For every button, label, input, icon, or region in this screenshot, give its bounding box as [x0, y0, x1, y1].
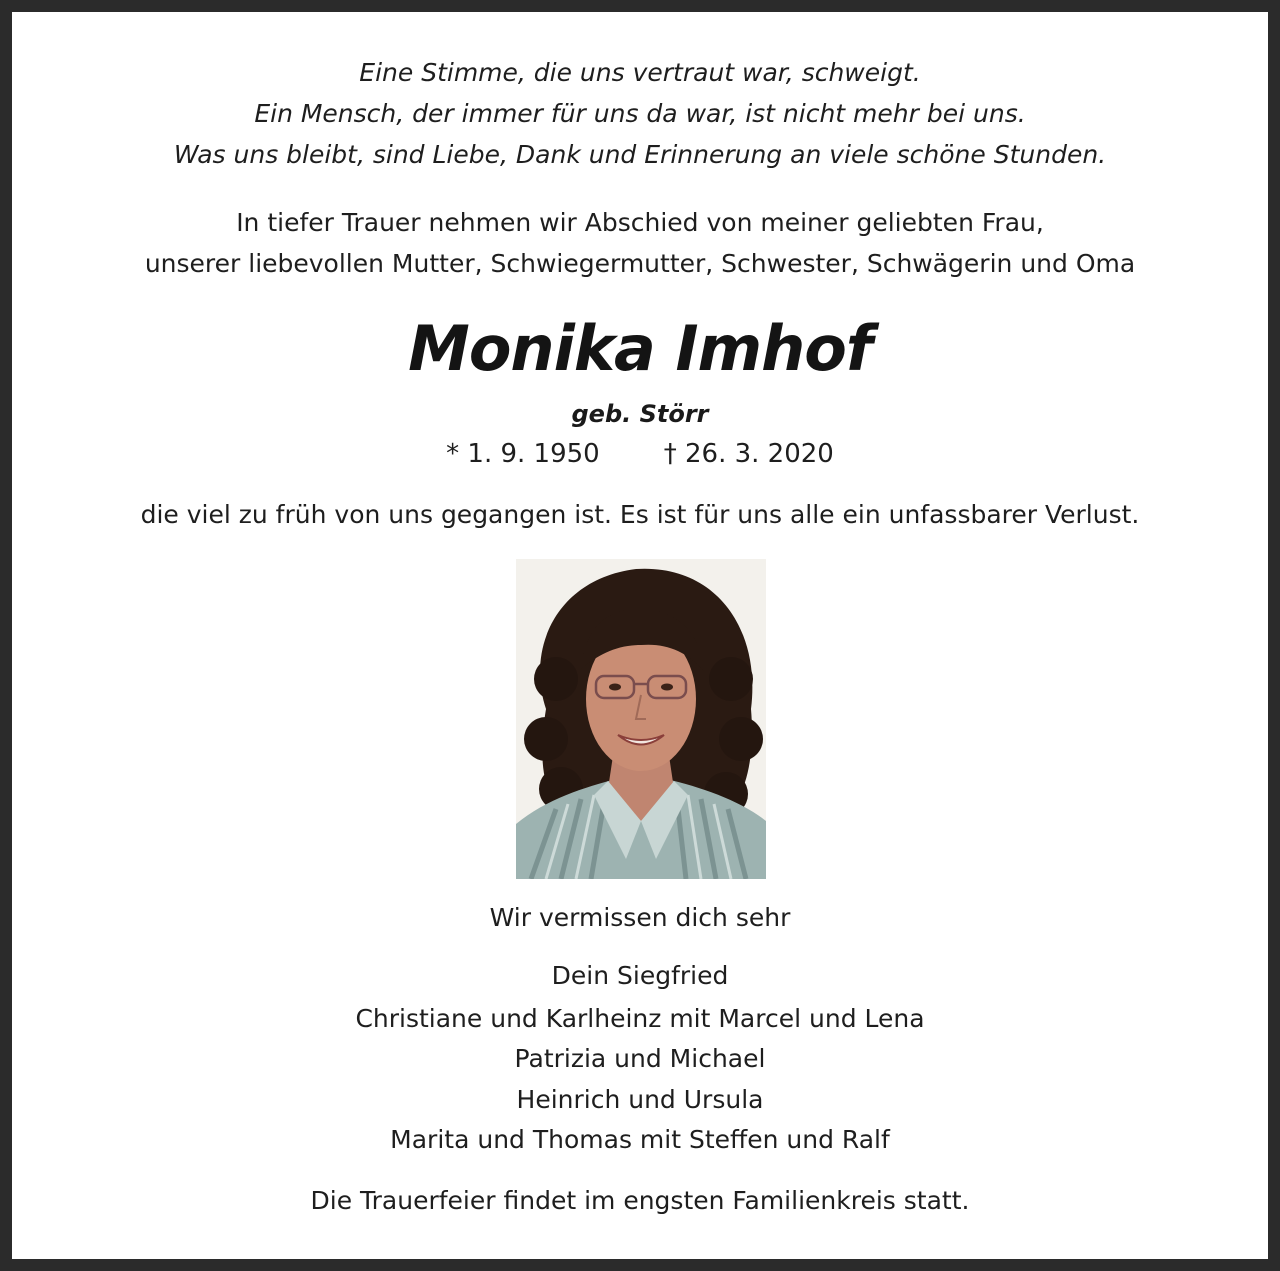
- verse-line-3: Was uns bleibt, sind Liebe, Dank und Erinnerung an viele schöne Stunden.: [173, 140, 1107, 169]
- verse-line-2: Ein Mensch, der immer für uns da war, ist nicht mehr bei uns.: [254, 99, 1026, 128]
- portrait-photo: [516, 559, 766, 879]
- funeral-note: Die Trauerfeier findet im engsten Familienkreis statt.: [310, 1186, 970, 1215]
- maiden-name: geb. Störr: [571, 400, 709, 428]
- verse-line-1: Eine Stimme, die uns vertraut war, schweigt.: [359, 58, 921, 87]
- deceased-name: Monika Imhof: [408, 312, 872, 385]
- signatory-2: Christiane und Karlheinz mit Marcel und Lena: [355, 1004, 925, 1033]
- life-dates: [0, 439, 1280, 469]
- signatory-3: Patrizia und Michael: [514, 1044, 766, 1073]
- intro-line-2: unserer liebevollen Mutter, Schwiegermutter, Schwester, Schwägerin und Oma: [144, 249, 1136, 278]
- signatory-4: Heinrich und Ursula: [516, 1085, 764, 1114]
- death-date: † 26. 3. 2020: [663, 439, 834, 469]
- signatory-5: Marita und Thomas mit Steffen und Ralf: [390, 1125, 890, 1154]
- miss-line: Wir vermissen dich sehr: [489, 903, 791, 932]
- signatory-1: Dein Siegfried: [551, 961, 729, 990]
- loss-statement: die viel zu früh von uns gegangen ist. Es ist für uns alle ein unfassbarer Verlust.: [140, 500, 1140, 529]
- birth-date: * 1. 9. 1950: [446, 439, 600, 469]
- portrait-photo-icon: [516, 559, 766, 879]
- intro-line-1: In tiefer Trauer nehmen wir Abschied von meiner geliebten Frau,: [236, 208, 1044, 237]
